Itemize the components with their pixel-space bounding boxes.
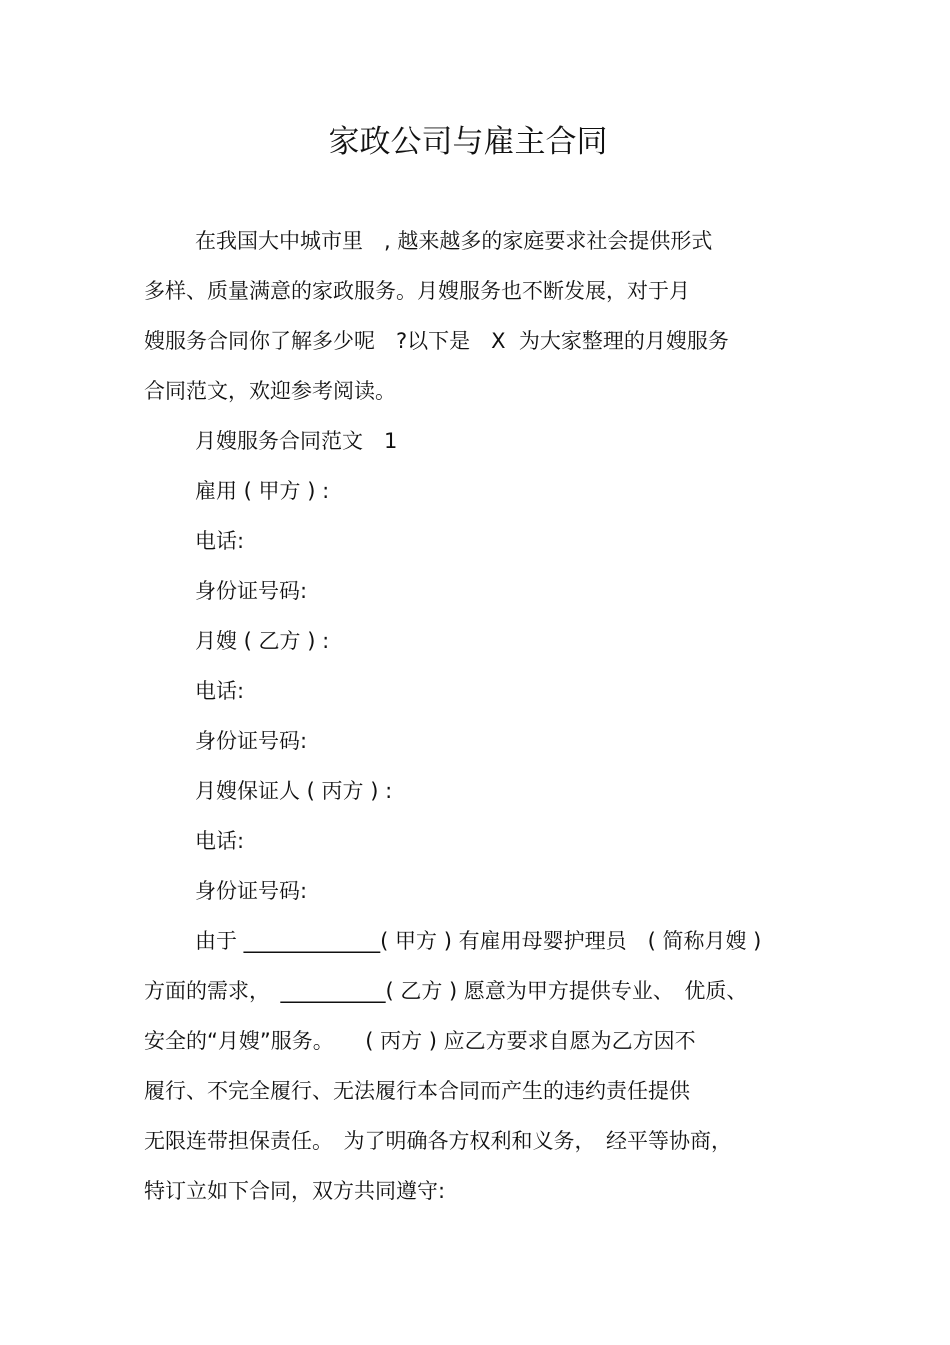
party-a-phone-label: 电话: (195, 529, 245, 553)
party-b-id-label: 身份证号码: (195, 729, 308, 753)
party-c-id-label: 身份证号码: (195, 879, 308, 903)
intro-line-3: 嫂服务合同你了解多少呢 ?以下是 X 为大家整理的月嫂服务 (144, 329, 729, 353)
intro-line-4: 合同范文，欢迎参考阅读。 (144, 379, 396, 403)
terms-line-4: 履行、不完全履行、无法履行本合同而产生的违约责任提供 (144, 1079, 690, 1103)
terms-line-5: 无限连带担保责任。 为了明确各方权利和义务， 经平等协商， (144, 1129, 732, 1153)
section-heading: 月嫂服务合同范文 1 (195, 429, 398, 453)
terms-line-3: 安全的“月嫂”服务。 ( 丙方 ) 应乙方要求自愿为乙方因不 (144, 1029, 696, 1053)
terms-line-6: 特订立如下合同，双方共同遵守: (144, 1179, 446, 1203)
party-b-phone-label: 电话: (195, 679, 245, 703)
party-b-label: 月嫂 ( 乙方 ) : (195, 629, 330, 653)
document-title: 家政公司与雇主合同 (328, 124, 608, 160)
party-a-label: 雇用 ( 甲方 ) : (195, 479, 330, 503)
party-c-phone-label: 电话: (195, 829, 245, 853)
party-a-id-label: 身份证号码: (195, 579, 308, 603)
party-c-label: 月嫂保证人 ( 丙方 ) : (195, 779, 393, 803)
intro-line-2: 多样、质量满意的家政服务。月嫂服务也不断发展，对于月 (144, 279, 690, 303)
terms-line-2: 方面的需求， __________( 乙方 ) 愿意为甲方提供专业、 优质、 (144, 979, 748, 1003)
intro-line-1: 在我国大中城市里 , 越来越多的家庭要求社会提供形式 (195, 229, 713, 253)
terms-line-1: 由于 _____________( 甲方 ) 有雇用母婴护理员 ( 简称月嫂 ) (195, 929, 762, 953)
